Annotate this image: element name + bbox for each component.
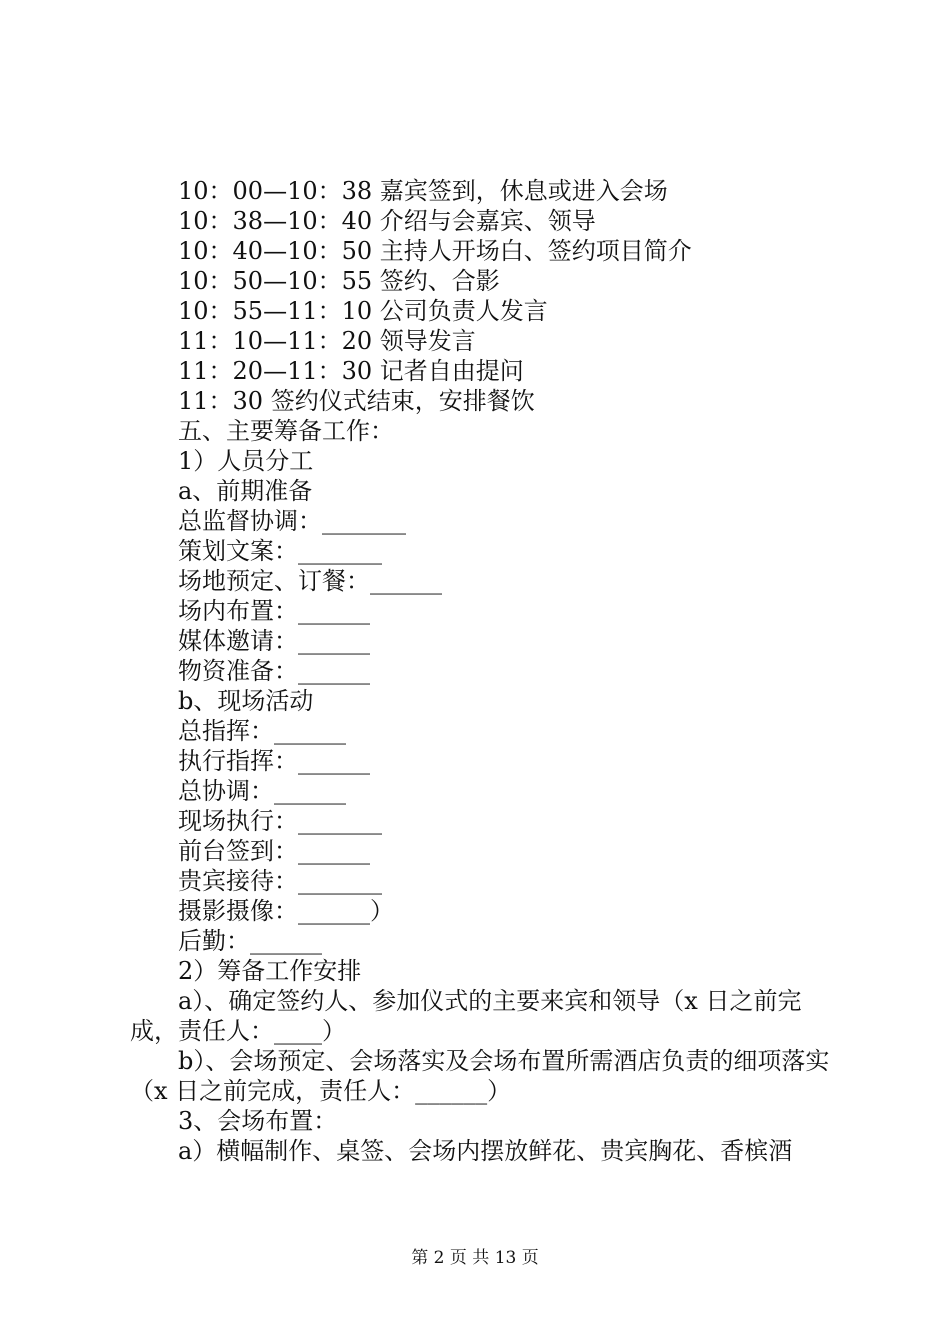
- section-heading: 五、主要筹备工作：: [178, 417, 394, 445]
- role-line: 摄影摄像：______）: [178, 897, 394, 925]
- role-line: 场地预定、订餐：______: [178, 567, 442, 595]
- role-line: 场内布置：______: [178, 597, 370, 625]
- subsection-heading: b、现场活动: [178, 687, 314, 715]
- task-paragraph: a）、确定签约人、参加仪式的主要来宾和领导（x 日之前完成，责任人：____）: [130, 987, 802, 1045]
- role-line: 物资准备：______: [178, 657, 370, 685]
- schedule-line: 10：55—11：10 公司负责人发言: [178, 297, 548, 325]
- role-line: 策划文案：_______: [178, 537, 382, 565]
- role-line: 前台签到：______: [178, 837, 370, 865]
- task-paragraph: b）、会场预定、会场落实及会场布置所需酒店负责的细项落实（x 日之前完成，责任人：______）: [130, 1047, 830, 1105]
- task-paragraph: a）横幅制作、桌签、会场内摆放鲜花、贵宾胸花、香槟酒: [178, 1137, 793, 1165]
- role-line: 总监督协调：_______: [178, 507, 406, 535]
- role-line: 总协调：______: [178, 777, 346, 805]
- schedule-line: 11：10—11：20 领导发言: [178, 327, 476, 355]
- subsection-heading: 2）筹备工作安排: [178, 957, 362, 985]
- role-line: 总指挥：______: [178, 717, 346, 745]
- role-line: 执行指挥：______: [178, 747, 370, 775]
- role-line: 贵宾接待：_______: [178, 867, 382, 895]
- role-line: 现场执行：_______: [178, 807, 382, 835]
- schedule-line: 10：38—10：40 介绍与会嘉宾、领导: [178, 207, 596, 235]
- schedule-line: 11：20—11：30 记者自由提问: [178, 357, 524, 385]
- subsection-heading: 1）人员分工: [178, 447, 314, 475]
- schedule-line: 11：30 签约仪式结束，安排餐饮: [178, 387, 535, 415]
- schedule-line: 10：00—10：38 嘉宾签到，休息或进入会场: [178, 177, 668, 205]
- page-footer: 第 2 页 共 13 页: [411, 1248, 539, 1268]
- schedule-line: 10：50—10：55 签约、合影: [178, 267, 500, 295]
- schedule-line: 10：40—10：50 主持人开场白、签约项目简介: [178, 237, 692, 265]
- document-body: [130, 176, 835, 1166]
- role-line: 媒体邀请：______: [178, 627, 370, 655]
- subsection-heading: a、前期准备: [178, 477, 313, 505]
- role-line: 后勤：______: [178, 927, 322, 955]
- subsection-heading: 3、会场布置：: [178, 1107, 338, 1135]
